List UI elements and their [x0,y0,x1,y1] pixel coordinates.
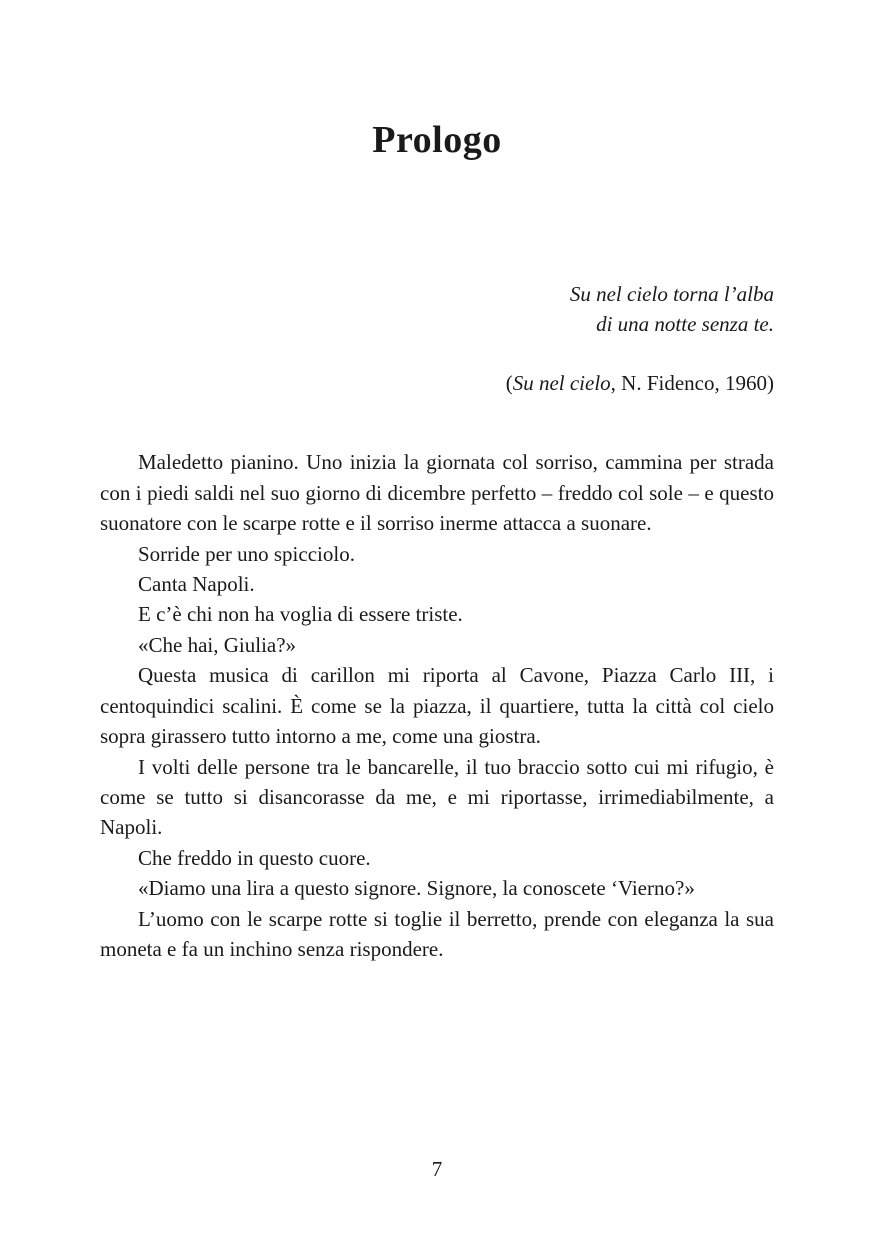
paragraph: «Diamo una lira a questo signore. Signore, la conoscete ‘Vierno?» [138,876,695,901]
epigraph [100,280,774,340]
page-number: 7 [431,1157,443,1181]
paragraph: Canta Napoli. [138,571,255,596]
paragraph: Che freddo in questo cuore. [138,845,371,870]
epigraph-line-2: di una notte senza te. [596,311,774,336]
paragraph: I volti delle persone tra le bancarelle, il tuo braccio sotto cui mi rifugio, è come se tutto si disancorasse da me, e mi riportasse, irrimediabilmente, a Napoli. [100,754,774,840]
page-title: Prologo [372,119,502,161]
paragraph: Questa musica di carillon mi riporta al Cavone, Piazza Carlo III, i centoquindici scalini. È come se la piazza, il quartiere, tutta la città col cielo sopra girassero tutto intorno a me, come una giostra. [100,663,774,749]
body-text [100,447,774,964]
paragraph: Sorride per uno spicciolo. [138,541,355,566]
epigraph-source-rest: , N. Fidenco, 1960) [610,371,774,396]
epigraph-source-prefix: ( [505,371,513,396]
epigraph-source-work: Su nel cielo [512,371,611,396]
paragraph: «Che hai, Giulia?» [138,632,297,657]
epigraph-line-1: Su nel cielo torna l’alba [569,281,774,306]
paragraph: L’uomo con le scarpe rotte si toglie il berretto, prende con eleganza la sua moneta e fa un inchino senza rispondere. [100,906,774,962]
paragraph: Maledetto pianino. Uno inizia la giornata col sorriso, cammina per strada con i piedi saldi nel suo giorno di dicembre perfetto – freddo col sole – e questo suonatore con le scarpe rotte e il sorriso inerme attacca a suonare. [100,450,774,536]
epigraph-source [100,369,774,399]
paragraph: E c’è chi non ha voglia di essere triste. [138,602,463,627]
